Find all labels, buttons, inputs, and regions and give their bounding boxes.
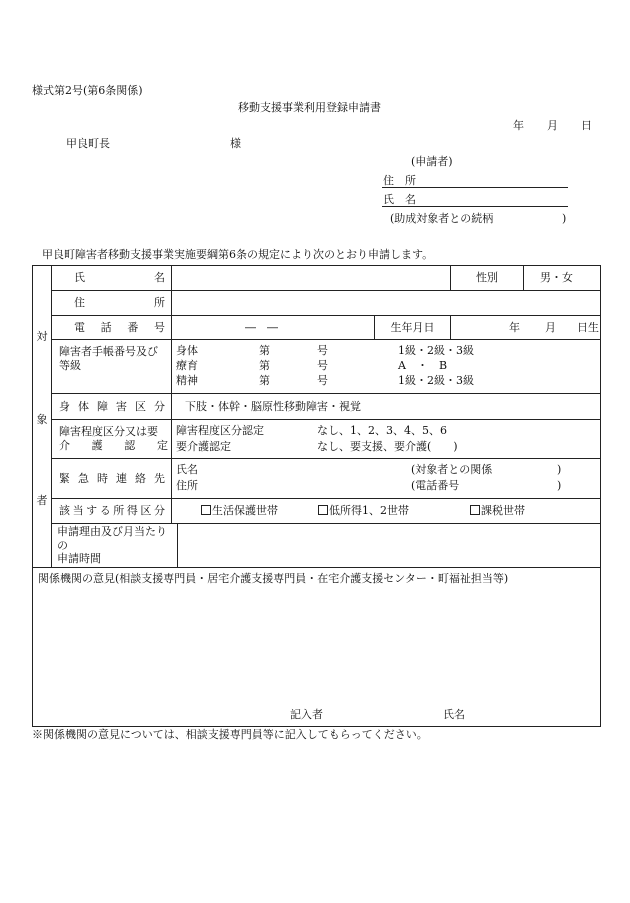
name-input[interactable] xyxy=(172,266,451,291)
handbook-go: 号 xyxy=(317,344,328,357)
address-input[interactable] xyxy=(172,291,601,316)
side-char: 対 xyxy=(36,330,48,343)
handbook-type: 身体 xyxy=(176,344,198,357)
gender-cell xyxy=(451,266,601,291)
page-title: 移動支援事業利用登録申請書 xyxy=(238,101,381,114)
income-option-taxable[interactable]: 課税世帯 xyxy=(470,505,525,516)
care-level-values[interactable] xyxy=(172,420,601,459)
applicant-name-line[interactable] xyxy=(382,206,568,207)
side-char: 者 xyxy=(36,494,48,507)
date-year-label: 年 xyxy=(513,119,524,132)
handbook-label: 障害者手帳番号及び 等級 xyxy=(52,340,172,394)
applicant-relation-label: (助成対象者との続柄 xyxy=(390,212,494,225)
applicant-label: (申請者) xyxy=(411,155,453,168)
applicant-address-label: 住 所 xyxy=(383,174,416,187)
row-reason xyxy=(33,524,601,568)
name-label: 氏 名 xyxy=(52,266,172,291)
opinion-label: 関係機関の意見(相談支援専門員・居宅介護支援専門員・在宅介護支援センター・町福祉担当等) xyxy=(38,572,509,585)
date-day-label: 日 xyxy=(581,119,592,132)
intro-text: 甲良町障害者移動支援事業実施要綱第6条の規定により次のとおり申請します。 xyxy=(42,248,434,261)
income-option-low-income[interactable]: 低所得1、2世帯 xyxy=(318,505,409,516)
phone-input[interactable] xyxy=(172,316,375,340)
birth-label: 生年月日 xyxy=(375,316,451,340)
side-char: 象 xyxy=(36,413,48,426)
address-label: 住 所 xyxy=(52,291,172,316)
opinion-box[interactable] xyxy=(33,568,601,727)
row-emergency xyxy=(33,459,601,499)
birth-day: 日生 xyxy=(577,320,600,334)
row-handbook xyxy=(33,340,601,394)
care-row2-options[interactable]: なし、要支援、要介護( ) xyxy=(317,440,458,453)
handbook-type: 精神 xyxy=(176,374,198,387)
handbook-go: 号 xyxy=(317,374,328,387)
row-disability-class xyxy=(33,394,601,420)
handbook-grade[interactable]: 1級・2級・3級 xyxy=(398,344,474,357)
emergency-address-label: 住所 xyxy=(176,479,198,492)
handbook-dai: 第 xyxy=(259,344,270,357)
applicant-name-label: 氏 名 xyxy=(383,193,416,206)
emergency-phone-close: ) xyxy=(557,479,562,492)
phone-dash: ― ― xyxy=(245,320,278,334)
date-month-label: 月 xyxy=(547,119,558,132)
row-opinion xyxy=(33,568,601,727)
row-name xyxy=(33,266,601,291)
care-row1-options[interactable]: なし、1、2、3、4、5、6 xyxy=(317,424,447,437)
handbook-grade[interactable]: 1級・2級・3級 xyxy=(398,374,474,387)
applicant-relation-close: ) xyxy=(562,212,567,225)
disability-class-label: 身 体 障 害 区 分 xyxy=(52,394,172,420)
footnote: ※関係機関の意見については、相談支援専門員等に記入してもらってください。 xyxy=(32,728,428,741)
emergency-name-label: 氏名 xyxy=(176,463,198,476)
checkbox-icon[interactable] xyxy=(318,505,328,515)
reason-input[interactable] xyxy=(178,524,601,568)
opinion-name-label: 氏名 xyxy=(443,708,465,721)
birth-month: 月 xyxy=(545,320,557,334)
addressee: 甲良町長 xyxy=(66,137,110,150)
applicant-address-line[interactable] xyxy=(382,187,568,188)
honorific: 様 xyxy=(230,137,241,150)
emergency-relation-close: ) xyxy=(557,463,562,476)
care-row1-label: 障害程度区分認定 xyxy=(176,424,264,437)
row-income xyxy=(33,499,601,524)
handbook-type: 療育 xyxy=(176,359,198,372)
row-care-level xyxy=(33,420,601,459)
row-phone xyxy=(33,316,601,340)
row-address xyxy=(33,291,601,316)
care-row2-label: 要介護認定 xyxy=(176,440,231,453)
disability-class-options[interactable]: 下肢・体幹・脳原性移動障害・視覚 xyxy=(172,394,601,420)
reason-label: 申請理由及び月当たりの 申請時間 xyxy=(52,524,178,568)
gender-options[interactable]: 男・女 xyxy=(540,271,574,285)
handbook-dai: 第 xyxy=(259,374,270,387)
income-option-welfare[interactable]: 生活保護世帯 xyxy=(201,505,278,516)
income-label: 該 当 す る 所 得 区 分 xyxy=(52,499,172,524)
handbook-go: 号 xyxy=(317,359,328,372)
emergency-values[interactable] xyxy=(172,459,601,499)
income-options xyxy=(172,499,601,524)
birth-input[interactable] xyxy=(451,316,601,340)
gender-label: 性別 xyxy=(451,266,524,290)
form-number: 様式第2号(第6条関係) xyxy=(32,84,143,97)
handbook-values[interactable] xyxy=(172,340,601,394)
care-level-label: 障害程度区分又は要 介 護 認 定 xyxy=(52,420,172,459)
handbook-grade[interactable]: A ・ B xyxy=(398,359,448,372)
target-person-side-label xyxy=(33,266,52,568)
emergency-relation-label: (対象者との関係 xyxy=(411,463,493,476)
birth-year: 年 xyxy=(509,320,521,334)
handbook-dai: 第 xyxy=(259,359,270,372)
phone-label: 電 話 番 号 xyxy=(52,316,172,340)
checkbox-icon[interactable] xyxy=(470,505,480,515)
opinion-writer-label: 記入者 xyxy=(290,708,323,721)
emergency-label: 緊 急 時 連 絡 先 xyxy=(52,459,172,499)
application-form-table xyxy=(32,265,601,727)
checkbox-icon[interactable] xyxy=(201,505,211,515)
emergency-phone-label: (電話番号 xyxy=(411,479,460,492)
